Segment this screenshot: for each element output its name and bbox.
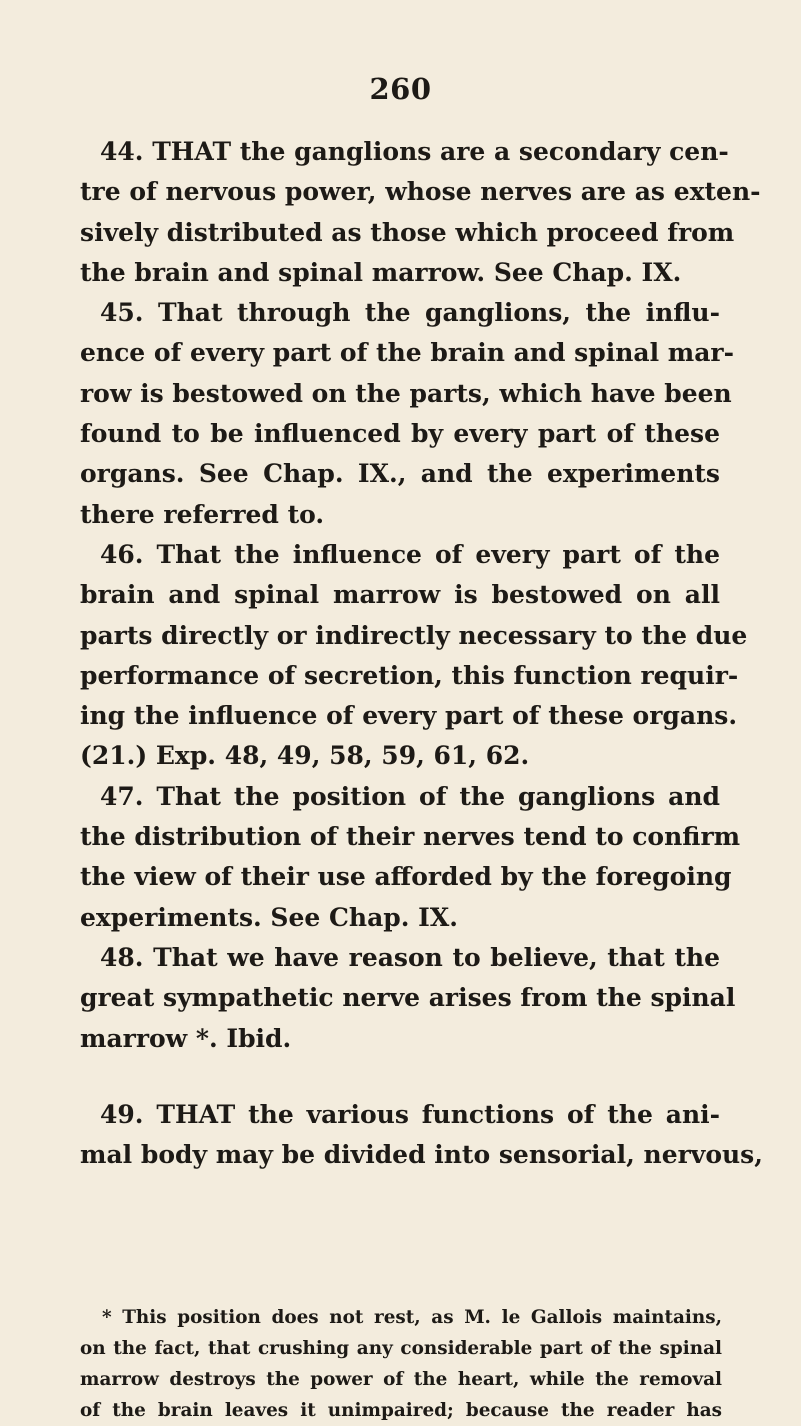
- page-number: 260: [369, 72, 432, 106]
- paragraph-48-line: great sympathetic nerve arises from the spinal: [80, 983, 736, 1013]
- footnote-line: on the fact, that crushing any considerable part of the spinal: [80, 1338, 722, 1359]
- paragraph-45-line: 45. That through the ganglions, the influ-: [100, 298, 720, 328]
- paragraph-48-line: marrow *. Ibid.: [80, 1023, 292, 1053]
- paragraph-47-line: the view of their use afforded by the foregoing: [80, 862, 732, 892]
- paragraph-45-line: found to be influenced by every part of these: [80, 419, 720, 449]
- paragraph-44-line: sively distributed as those which proceed from: [80, 217, 735, 247]
- paragraph-46-line: (21.) Exp. 48, 49, 58, 59, 61, 62.: [80, 741, 530, 771]
- body-text: [80, 132, 763, 1175]
- paragraph-45-line: there referred to.: [80, 499, 325, 529]
- paragraph-44-line: 44. THAT the ganglions are a secondary cen-: [100, 137, 729, 166]
- paragraph-47-line: 47. That the position of the ganglions and: [100, 781, 720, 811]
- paragraph-45-line: organs. See Chap. IX., and the experiments: [80, 459, 720, 489]
- paragraph-46-line: brain and spinal marrow is bestowed on all: [80, 580, 720, 610]
- paragraph-44-line: tre of nervous power, whose nerves are as exten-: [80, 177, 761, 207]
- paragraph-46-line: 46. That the influence of every part of the: [100, 539, 720, 569]
- paragraph-47-line: experiments. See Chap. IX.: [80, 902, 458, 932]
- paragraph-49-line: mal body may be divided into sensorial, nervous,: [80, 1140, 763, 1170]
- paragraph-48-line: 48. That we have reason to believe, that the: [100, 942, 720, 972]
- footnote-line: marrow destroys the power of the heart, while the removal: [80, 1369, 722, 1390]
- paragraph-45-line: ence of every part of the brain and spinal mar-: [80, 338, 734, 368]
- paragraph-46-line: performance of secretion, this function requir-: [80, 660, 739, 690]
- paragraph-45-line: row is bestowed on the parts, which have been: [80, 378, 732, 408]
- paragraph-46-line: ing the influence of every part of these organs.: [80, 701, 738, 731]
- paragraph-46-line: parts directly or indirectly necessary to the due: [80, 620, 748, 650]
- paragraph-44-line: the brain and spinal marrow. See Chap. IX.: [80, 257, 682, 287]
- footnote-line: of the brain leaves it unimpaired; because the reader has: [80, 1400, 722, 1421]
- paragraph-49-line: 49. THAT the various functions of the ani-: [100, 1099, 720, 1129]
- paragraph-47-line: the distribution of their nerves tend to confirm: [80, 822, 741, 852]
- footnote: [80, 1302, 722, 1426]
- footnote-line: * This position does not rest, as M. le Gallois maintains,: [102, 1307, 722, 1328]
